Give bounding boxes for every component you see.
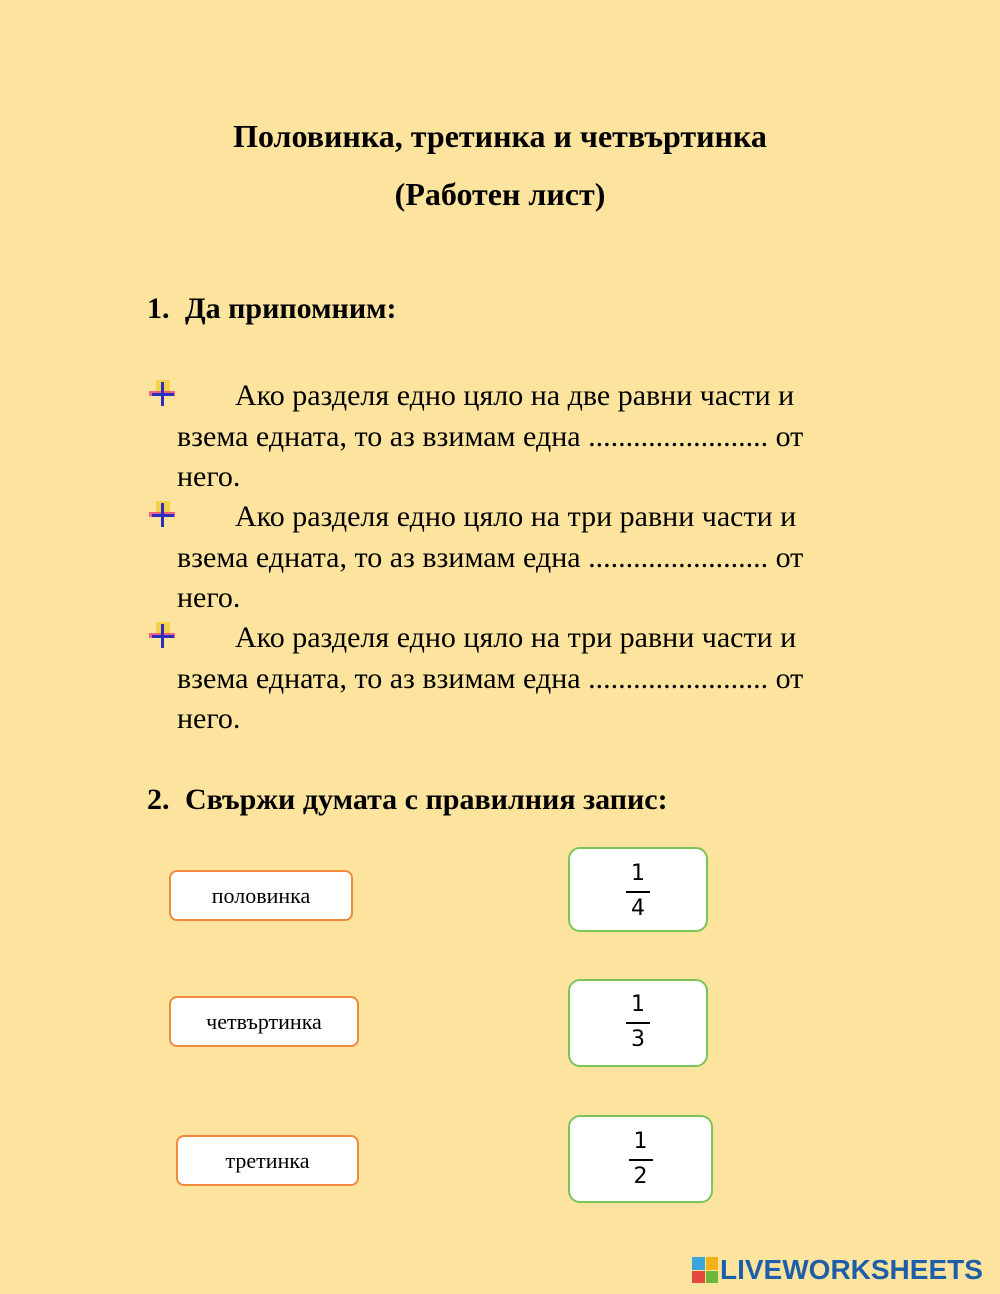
fraction <box>626 1129 656 1190</box>
fraction-denominator: 2 <box>633 1164 648 1189</box>
bullet-marker-icon <box>147 620 177 650</box>
fraction <box>623 992 653 1053</box>
worksheet-title: Половинка, третинка и четвъртинка <box>233 118 767 154</box>
recall-item-1-line1: Ако разделя едно цяло на две равни части и <box>235 379 795 412</box>
recall-item-2-line2: взема едната, то аз взимам една ........................ от <box>177 540 804 574</box>
section-1-heading <box>147 292 397 326</box>
recall-item-1-line2: взема едната, то аз взимам една ........................ от <box>177 419 804 453</box>
fraction-numerator: 1 <box>631 861 645 886</box>
match-word-half[interactable]: половинка <box>169 870 353 921</box>
worksheet-subtitle: (Работен лист) <box>394 176 606 212</box>
match-word-quarter[interactable]: четвъртинка <box>169 996 359 1047</box>
bullet-marker-icon <box>147 499 177 529</box>
recall-item-2-line3: него. <box>177 581 241 614</box>
section-2-number: 2. <box>147 783 170 816</box>
fraction-bar <box>626 891 650 893</box>
match-fraction-one-half[interactable] <box>568 1115 713 1203</box>
match-word-third[interactable]: третинка <box>176 1135 359 1186</box>
fraction <box>623 861 653 922</box>
recall-item-2 <box>177 497 867 619</box>
section-1-title: Да припомним: <box>185 292 397 325</box>
fraction-numerator: 1 <box>633 1129 648 1154</box>
liveworksheets-logo-text: LIVEWORKSHEETS <box>720 1254 983 1285</box>
recall-item-1 <box>177 376 867 498</box>
section-2-title: Свържи думата с правилния запис: <box>185 783 668 816</box>
match-fraction-one-quarter[interactable] <box>568 847 708 932</box>
section-2-heading <box>147 783 668 817</box>
recall-item-2-line1: Ако разделя едно цяло на три равни части и <box>235 500 797 533</box>
liveworksheets-logo-icon <box>692 1257 718 1283</box>
fraction-bar <box>626 1022 650 1024</box>
fraction-numerator: 1 <box>631 992 645 1017</box>
recall-item-3 <box>177 618 867 740</box>
recall-item-3-line3: него. <box>177 702 241 735</box>
fraction-denominator: 4 <box>631 896 645 921</box>
liveworksheets-logo[interactable] <box>692 1255 983 1285</box>
recall-item-3-line2: взема едната, то аз взимам една ........................ от <box>177 661 804 695</box>
fraction-denominator: 3 <box>631 1027 645 1052</box>
fraction-bar <box>629 1159 653 1161</box>
section-1-number: 1. <box>147 292 170 325</box>
recall-item-3-line1: Ако разделя едно цяло на три равни части и <box>235 621 797 654</box>
bullet-marker-icon <box>147 378 177 408</box>
match-fraction-one-third[interactable] <box>568 979 708 1067</box>
recall-item-1-line3: него. <box>177 460 241 493</box>
